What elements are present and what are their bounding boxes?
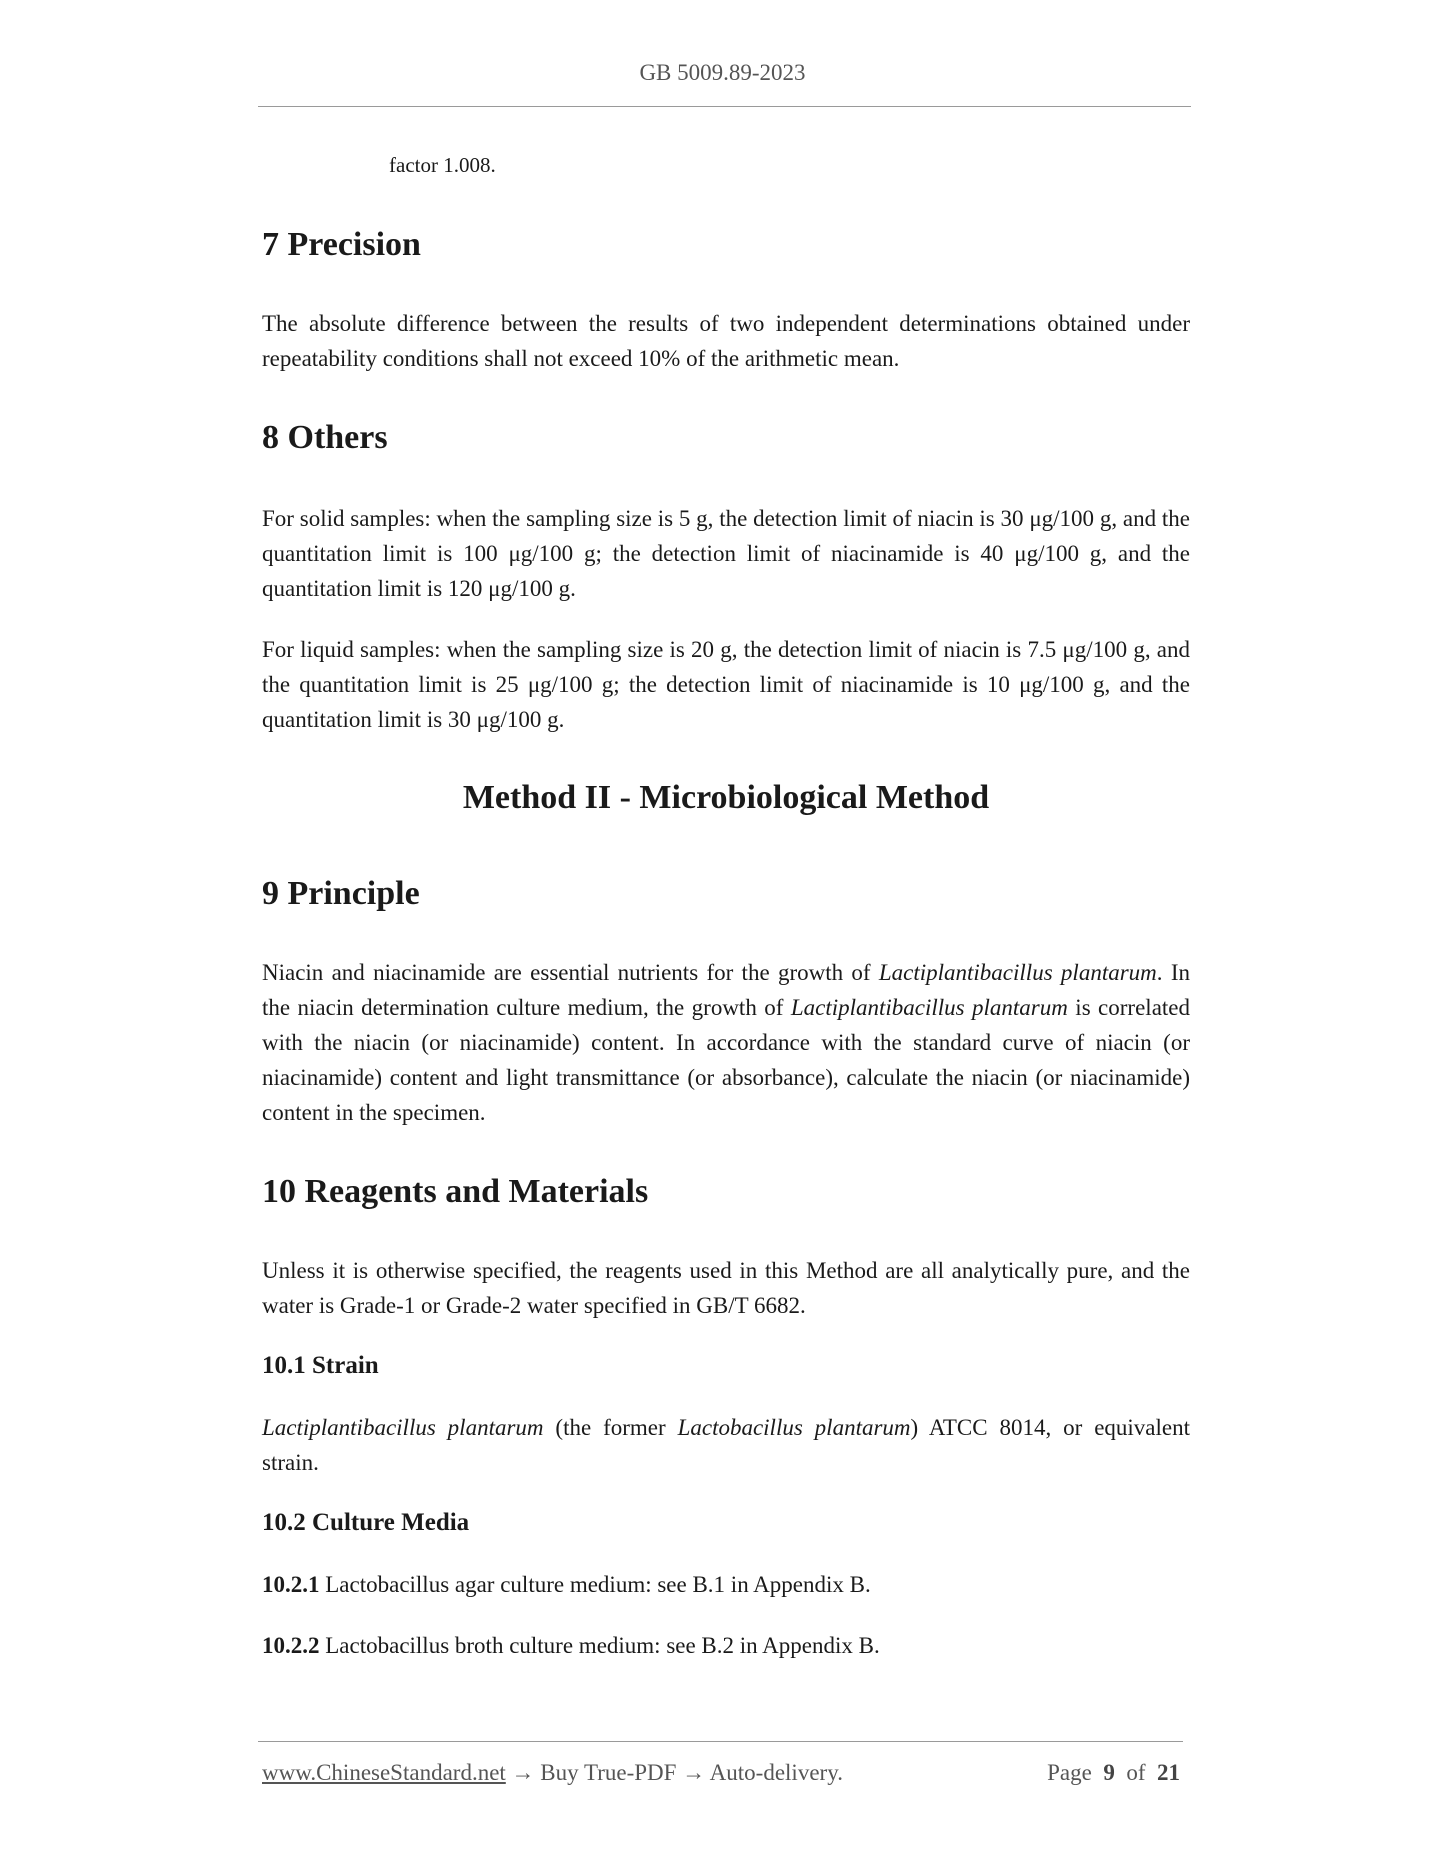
header-rule	[258, 106, 1191, 107]
section-10-2-2-item: 10.2.2 Lactobacillus broth culture medium: see B.2 in Appendix B.	[262, 1633, 880, 1658]
species-name: Lactiplantibacillus plantarum	[878, 960, 1157, 985]
section-10-2-heading: 10.2 Culture Media	[262, 1509, 470, 1536]
section-9-body: Niacin and niacinamide are essential nutrients for the growth of Lactiplantibacillus plantarum. In the niacin determination culture medium, the growth of Lactiplantibacillus plantarum is correlated with the niacin (or niacinamide) content. In accordance with the standard curve of niacin (or niacinamide) content and light transmittance (or absorbance), calculate the niacin (or niacinamide) content in the specimen.	[262, 960, 1190, 1125]
page-footer	[262, 1760, 1180, 1786]
section-9-heading: 9 Principle	[262, 875, 420, 912]
buy-true-pdf-text: Buy True-PDF	[540, 1760, 677, 1785]
arrow-icon: →	[682, 1760, 706, 1785]
section-7-body: The absolute difference between the results of two independent determinations obtained under repeatability conditions shall not exceed 10% of the arithmetic mean.	[262, 311, 1190, 371]
header-doc-id: GB 5009.89-2023	[639, 60, 806, 85]
section-10-heading: 10 Reagents and Materials	[262, 1173, 649, 1210]
website-link[interactable]: www.ChineseStandard.net	[262, 1760, 506, 1785]
section-10-body: Unless it is otherwise specified, the reagents used in this Method are all analytically pure, and the water is Grade-1 or Grade-2 water specified in GB/T 6682.	[262, 1258, 1190, 1318]
arrow-icon: →	[511, 1760, 535, 1785]
page-total: 21	[1157, 1760, 1180, 1785]
section-8-heading: 8 Others	[262, 419, 388, 456]
section-8-para-2: For liquid samples: when the sampling size is 20 g, the detection limit of niacin is 7.5 μg/100 g, and the quantitation limit is 25 μg/100 g; the detection limit of niacinamide is 10 μg/100 g, and the quantitation limit is 30 μg/100 g.	[262, 637, 1190, 732]
section-8-para-1: For solid samples: when the sampling size is 5 g, the detection limit of niacin is 30 μg/100 g, and the quantitation limit is 100 μg/100 g; the detection limit of niacinamide is 40 μg/100 g, and the quantitation limit is 120 μg/100 g.	[262, 506, 1190, 601]
section-10-1-heading: 10.1 Strain	[262, 1352, 379, 1379]
method-2-title: Method II - Microbiological Method	[462, 779, 990, 816]
section-10-1-body: Lactiplantibacillus plantarum (the former Lactobacillus plantarum) ATCC 8014, or equivalent strain.	[262, 1415, 1191, 1475]
section-10-2-1-item: 10.2.1 Lactobacillus agar culture medium: see B.1 in Appendix B.	[262, 1572, 871, 1597]
section-7-heading: 7 Precision	[262, 226, 421, 263]
page-indicator: Page 9 of 21	[1047, 1760, 1180, 1785]
page-number: 9	[1103, 1760, 1115, 1785]
former-species-name: Lactobacillus plantarum	[677, 1415, 911, 1440]
item-number: 10.2.1	[262, 1572, 320, 1597]
species-name: Lactiplantibacillus plantarum	[262, 1415, 544, 1440]
auto-delivery-text: Auto-delivery.	[709, 1760, 843, 1785]
species-name: Lactiplantibacillus plantarum	[790, 995, 1068, 1020]
item-number: 10.2.2	[262, 1633, 320, 1658]
continuation-text: factor 1.008.	[389, 153, 496, 177]
footer-rule	[258, 1741, 1183, 1742]
